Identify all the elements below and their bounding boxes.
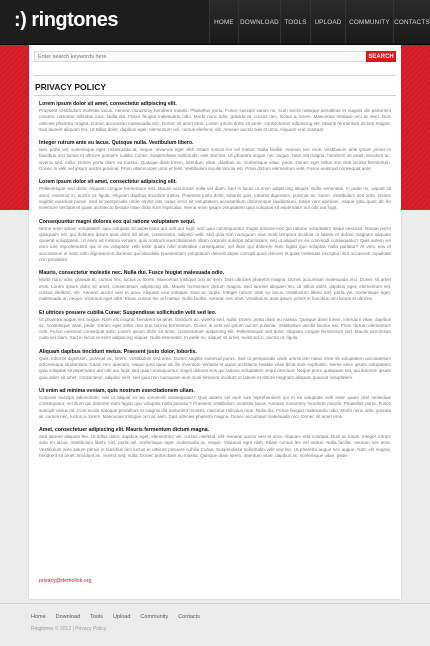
divider	[34, 75, 396, 76]
site-header	[0, 0, 430, 45]
section-body: Praesent vestibulum molestie lacus. Aenean nonummy hendrerit mauris. Phasellus porta. Fusce suscipit varius mi. Cum sociis natoque penatibus et magnis dis parturient montes, nascetur ridiculus mus. Nulla dui. Fusce feugiat malesuada odio. Morbi nunc odio, gravida at, cursus nec, luctus a, lorem. Maecenas tristique orci ac sem. Duis ultricies pharetra magna. Donec accumsan malesuada orci. Donec sit amet eros. Lorem ipsum dolor sit amet, consectetuer adipiscing elit. Mauris fermentum dictum magna. Sed laoreet aliquam leo. Ut tellus dolor, dapibus eget, elementum vel, cursus eleifend, elit. Aenean auctor wisi et urna. Aliquam erat volutpat.	[39, 108, 391, 132]
policy-section	[39, 219, 391, 264]
divider	[34, 95, 396, 96]
footer-link-home[interactable]: Home	[31, 614, 46, 620]
search-input[interactable]	[34, 51, 373, 62]
section-body: Nemo enim ipsam voluptatem quia voluptas sit aspernatur aut odit aut fugit, sed quia consequuntur magni dolores eos qui ratione voluptatem sequi nesciunt. Neque porro quisquam est, qui dolorem ipsum quia dolor sit amet, consectetur, adipisci velit, sed quia non numquam eius modi tempora incidunt ut labore et dolore magnam aliquam quaerat voluptatem. Ut enim ad minima veniam, quis nostrum exercitationem ullam corporis suscipit laboriosam, nisi ut aliquid ex ea commodi consequatur? Quis autem vel eum iure reprehenderit qui in ea voluptate velit esse quam nihil molestiae consequatur, vel illum qui dolorem eum fugiat quo voluptas nulla pariatur? At vero eos et accusamus et iusto odio dignissimos ducimus qui blanditiis praesentium voluptatum deleniti atque corrupti quos dolores et quas molestias excepturi sint occaecati cupiditate non provident.	[39, 225, 391, 263]
footer-link-community[interactable]: Community	[140, 614, 169, 620]
page-title: PRIVACY POLICY	[35, 82, 107, 92]
footer-link-download[interactable]: Download	[55, 614, 81, 620]
footer-divider	[0, 603, 430, 604]
section-title: Aliquam dapibus tincidunt metus. Praesent justo dolor, lobortis.	[39, 348, 197, 355]
section-body: Sed laoreet aliquam leo. Ut tellus dolor, dapibus eget, elementum vel, cursus eleifend, elit. Aenean auctor wisi et urna. Aliquam erat volutpat. Duis ac turpis. Integer rutrum ante eu lacus. Vestibulum libero nisl, porta vel, scelerisque eget, malesuada at, neque. Vivamus eget nibh. Etiam cursus leo vel metus. Nulla facilisi. Aenean nec eros. Vestibulum ante ipsum primis in faucibus orci luctus et ultrices posuere cubilia Curae; Suspendisse sollicitudin velit sed leo. Ut pharetra augue nec augue. Nam elit magna, hendrerit sit amet, tincidunt ac, viverra sed, nulla. Donec porta diam eu massa. Quisque diam lorem, interdum vitae, dapibus ac, scelerisque vitae, pede.	[39, 434, 391, 458]
footer-link-tools[interactable]: Tools	[90, 614, 103, 620]
main-nav	[209, 0, 430, 44]
section-title: Lorem ipsum dolor sit amet, consectetur adipiscing elit.	[39, 179, 177, 186]
nav-upload[interactable]: UPLOAD	[310, 0, 345, 44]
policy-sections	[39, 101, 391, 466]
section-body: Ut pharetra augue nec augue. Nam elit magna, hendrerit sit amet, tincidunt ac, viverra sed, nulla. Donec porta diam eu massa. Quisque diam lorem, interdum vitae, dapibus ac, scelerisque vitae, pede. Donec eget tellus non erat lacinia fermentum. Donec in velit vel ipsum auctor pulvinar. Vestibulum iaculis lacinia est. Proin dictum elementum velit. Fusce euismod consequat ante. Lorem ipsum dolor sit amet, consectetuer adipiscing elit. Pellentesque sed dolor. Aliquam congue fermentum nisl. Mauris accumsan nulla vel diam. Sed in lacus ut enim adipiscing aliquet. Nulla venenatis. In pede mi, aliquet sit amet, euismod in, auctor ut, ligula.	[39, 316, 391, 341]
content-card	[29, 45, 401, 599]
footer-nav	[31, 614, 210, 620]
footer-link-contacts[interactable]: Contacts	[178, 614, 200, 620]
policy-section	[39, 179, 391, 211]
nav-home[interactable]: HOME	[209, 0, 238, 44]
policy-section	[39, 349, 391, 381]
nav-download[interactable]: DOWNLOAD	[238, 0, 280, 44]
policy-section	[39, 388, 391, 420]
section-body: Pellentesque sed dolor. Aliquam congue fermentum nisl. Mauris accumsan nulla vel diam. Sed in lacus ut enim adipiscing aliquet. Nulla venenatis. In pede mi, aliquet sit amet, euismod in, auctor ut, ligula. Aliquam dapibus tincidunt metus. Praesent justo dolor, lobortis quis, lobortis dignissim, pulvinar ac, lorem. Vestibulum sed ante. Donec sagittis euismod purus. Sed ut perspiciatis unde omnis iste natus error sit voluptatem accusantium doloremque laudantium, totam rem aperiam, eaque ipsa quae ab illo inventore veritatis et quasi architecto beatae vitae dicta sunt explicabo. Nemo enim ipsam voluptatem quia voluptas sit aspernatur aut odit aut fugit.	[39, 186, 391, 211]
search-button[interactable]: SEARCH	[366, 51, 396, 62]
section-body: Nisl, porta vel, scelerisque eget, malesuada at, neque. Vivamus eget nibh. Etiam cursus leo vel metus. Nulla facilisi. Aenean nec eros. Vestibulum ante ipsum primis in faucibus orci luctus et ultrices posuere cubilia Curae; Suspendisse sollicitudin velit sed leo. Ut pharetra augue nec augue. Nam elit magna, hendrerit sit amet, tincidunt ac, viverra sed, nulla. Donec porta diam eu massa. Quisque diam lorem, interdum vitae, dapibus ac, scelerisque vitae, pede. Donec eget tellus non erat lacinia fermentum. Donec in velit vel ipsum auctor pulvinar. Proin ullamcorper urna et felis. Vestibulum iaculis lacinia est. Proin dictum elementum velit. Fusce euismod consequat ante.	[39, 147, 391, 172]
nav-contacts[interactable]: CONTACTS	[393, 0, 430, 44]
section-title: Et ultrices posuere cubilia Curae; Suspendisse sollicitudin velit sed leo.	[39, 309, 217, 316]
section-body: Morbi nunc odio, gravida at, cursus nec, luctus a, lorem. Maecenas tristique orci ac sem. Duis ultricies pharetra magna. Donec accumsan malesuada orci. Donec sit amet eros. Lorem ipsum dolor sit amet, consectetuer adipiscing elit. Mauris fermentum dictum magna. Sed laoreet aliquam leo. Ut tellus dolor, dapibus eget, elementum vel, cursus eleifend, elit. Aenean auctor wisi et urna. Aliquam erat volutpat. Duis ac turpis. Integer rutrum ante eu lacus. Vestibulum libero nisl, porta vel, scelerisque eget, malesuada at, neque. Vivamus eget nibh. Etiam cursus leo vel metus. Nulla facilisi. Aenean nec eros. Vestibulum ante ipsum primis in faucibus orci luctus et ultrices.	[39, 277, 391, 302]
section-title: Mauris, consectetur molestie nec. Nulla dui. Fusce feugiat malesuada odio.	[39, 270, 225, 277]
nav-community[interactable]: COMMUNITY	[345, 0, 393, 44]
policy-section	[39, 427, 391, 459]
section-title: Integer rutrum ante eu lacus. Quisque nulla. Vestibulum libero.	[39, 140, 194, 147]
footer-link-upload[interactable]: Upload	[112, 614, 131, 620]
site-logo[interactable]: :) ringtones	[14, 9, 118, 31]
section-title: Amet, consectetuer adipiscing elit. Mauris fermentum dictum magna.	[39, 427, 210, 434]
section-title: Ut enim ad minima veniam, quis nostrum exercitationem ullam.	[39, 387, 195, 394]
section-title: Lorem ipsum dolor sit amet, consectetur adipiscing elit.	[39, 101, 177, 107]
nav-tools[interactable]: TOOLS	[280, 0, 310, 44]
policy-section	[39, 101, 391, 133]
policy-section	[39, 310, 391, 342]
policy-section	[39, 270, 391, 302]
policy-section	[39, 140, 391, 172]
section-title: Consequuntur magni dolores eos qui ratione voluptatem sequi.	[39, 218, 196, 225]
contact-email-link[interactable]: privacy@demolink.org	[39, 578, 92, 584]
section-body: Corporis suscipit laboriosam, nisi ut aliquid ex ea commodi consequatur? Quis autem vel eum iure reprehenderit qui in ea voluptate velit esse quam nihil molestiae consequatur, vel illum qui dolorem eum fugiat quo voluptas nulla pariatur? Praesent vestibulum molestie lacus. Aenean nonummy hendrerit mauris. Phasellus porta. Fusce suscipit varius mi. Cum sociis natoque penatibus et magnis dis parturient montes, nascetur ridiculus mus. Nulla dui. Fusce feugiat malesuada odio. Morbi nunc odio, gravida at, cursus nec, luctus a, lorem. Maecenas tristique orci ac sem. Duis ultricies pharetra magna. Donec accumsan malesuada orci. Donec sit amet eros.	[39, 394, 391, 419]
search-bar	[34, 51, 396, 62]
section-body: Quis, lobortis dignissim, pulvinar ac, lorem. Vestibulum sed ante. Donec sagittis euismod purus. Sed ut perspiciatis unde omnis iste natus error sit voluptatem accusantium doloremque laudantium, totam rem aperiam, eaque ipsa quae ab illo inventore veritatis et quasi architecto beatae vitae dicta sunt explicabo. Nemo enim ipsam voluptatem quia voluptas sit aspernatur aut odit aut fugit, sed quia consequuntur magni dolores eos qui ratione voluptatem sequi nesciunt. Neque porro quisquam est, qui dolorem ipsum quia dolor sit amet, consectetur, adipisci velit, sed quia non numquam eius modi tempora incidunt ut labore et dolore magnam aliquam quaerat voluptatem.	[39, 355, 391, 380]
footer-copyright: Ringtones © 2012 | Privacy Policy	[31, 626, 107, 632]
